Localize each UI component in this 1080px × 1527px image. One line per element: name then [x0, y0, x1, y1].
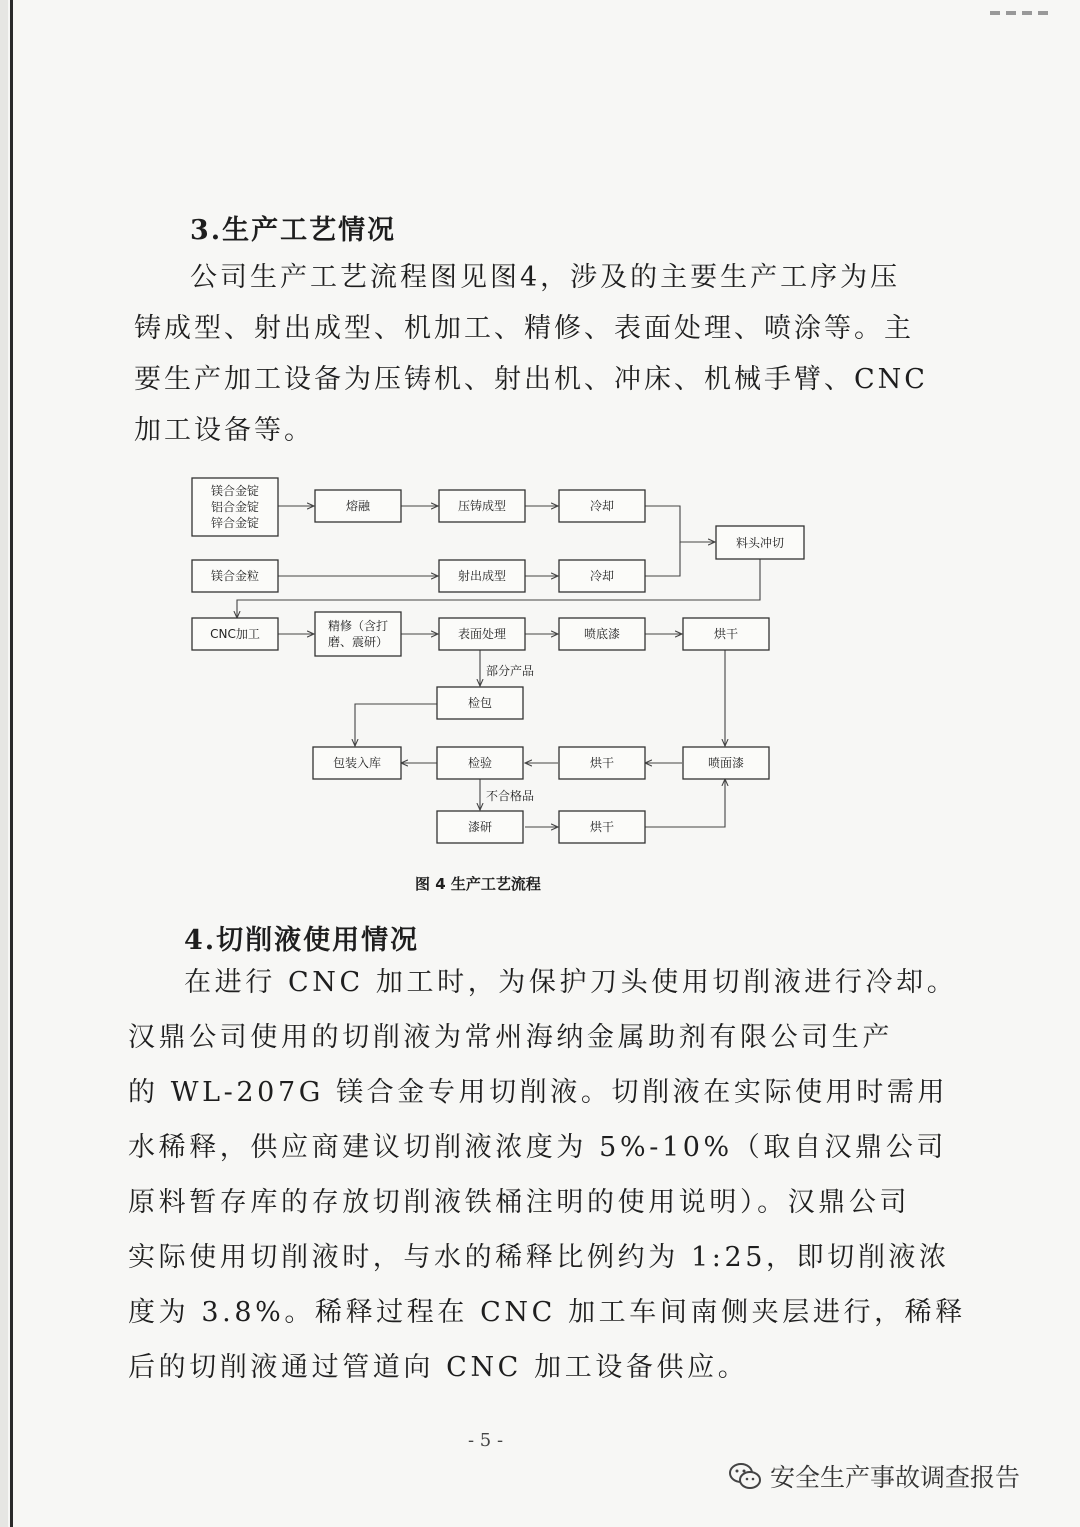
watermark-text: 安全生产事故调查报告	[770, 1463, 1021, 1492]
section-4-paragraph	[128, 955, 966, 1395]
paragraph-line: 后的切削液通过管道向 CNC 加工设备供应。	[128, 1352, 749, 1383]
paragraph-line: 汉鼎公司使用的切削液为常州海纳金属助剂有限公司生产	[128, 1022, 893, 1053]
box-granules	[192, 560, 278, 592]
svg-text:检包: 检包	[467, 696, 493, 710]
paragraph-line: 公司生产工艺流程图见图4，涉及的主要生产工序为压	[190, 262, 901, 293]
box-dry-3	[559, 811, 645, 843]
box-die-cast	[439, 490, 525, 522]
svg-text:烘干: 烘干	[589, 756, 615, 770]
svg-text:检验: 检验	[467, 756, 493, 770]
box-trim	[716, 526, 804, 559]
box-polish	[437, 811, 523, 843]
box-melt	[315, 490, 401, 522]
watermark	[728, 1458, 1020, 1494]
page-number: - 5 -	[468, 1430, 504, 1451]
box-inspect	[437, 747, 523, 779]
corner-marks	[990, 0, 1080, 10]
paragraph-line: 要生产加工设备为压铸机、射出机、冲床、机械手臂、CNC	[134, 364, 928, 395]
section-4-heading: 4.切削液使用情况	[184, 925, 420, 956]
box-finish	[315, 612, 401, 656]
box-cnc	[192, 618, 278, 650]
svg-text:射出成型: 射出成型	[457, 569, 507, 583]
svg-text:磨、震研）: 磨、震研）	[327, 635, 389, 649]
process-flowchart	[180, 470, 820, 855]
partial-products-label: 部分产品	[486, 664, 535, 678]
paragraph-line: 度为 3.8%。稀释过程在 CNC 加工车间南侧夹层进行，稀释	[128, 1297, 966, 1328]
box-inspect-pack	[437, 687, 523, 719]
svg-text:压铸成型: 压铸成型	[457, 499, 507, 513]
page-edge-line	[10, 0, 13, 1527]
paragraph-line: 在进行 CNC 加工时，为保护刀头使用切削液进行冷却。	[184, 967, 958, 998]
svg-text:熔融: 熔融	[345, 499, 371, 513]
box-injection	[439, 560, 525, 592]
box-package	[313, 747, 401, 779]
figure-caption: 图 4 生产工艺流程	[415, 875, 541, 893]
section-3-heading: 3.生产工艺情况	[190, 215, 397, 246]
paragraph-line: 水稀释，供应商建议切削液浓度为 5%-10%（取自汉鼎公司	[128, 1132, 947, 1163]
section-3-paragraph	[134, 252, 928, 456]
wechat-icon	[728, 1461, 762, 1491]
svg-text:冷却: 冷却	[589, 499, 615, 513]
paragraph-line: 加工设备等。	[134, 415, 314, 446]
box-primer	[559, 618, 645, 650]
box-dry-2	[559, 747, 645, 779]
page-shadow	[0, 0, 8, 1527]
box-cool-2	[559, 560, 645, 592]
svg-text:表面处理: 表面处理	[457, 627, 507, 641]
svg-text:喷面漆: 喷面漆	[707, 756, 745, 770]
ingot-label: 锌合金锭	[210, 516, 260, 530]
svg-text:冷却: 冷却	[589, 569, 615, 583]
paragraph-line: 原料暂存库的存放切削液铁桶注明的使用说明）。汉鼎公司	[128, 1187, 911, 1218]
box-cool-1	[559, 490, 645, 522]
box-surface	[439, 618, 525, 650]
svg-text:料头冲切: 料头冲切	[735, 536, 785, 550]
reject-label: 不合格品	[486, 789, 535, 803]
svg-text:包装入库: 包装入库	[332, 756, 382, 770]
svg-text:CNC加工: CNC加工	[210, 627, 260, 641]
svg-text:镁合金粒: 镁合金粒	[210, 569, 260, 583]
box-dry-1	[683, 618, 769, 650]
svg-text:烘干: 烘干	[713, 627, 739, 641]
ingot-label: 镁合金锭	[210, 484, 260, 498]
ingot-label: 铝合金锭	[210, 500, 260, 514]
paragraph-line: 的 WL-207G 镁合金专用切削液。切削液在实际使用时需用	[128, 1077, 949, 1108]
box-alloy-ingots	[192, 478, 278, 536]
svg-text:烘干: 烘干	[589, 820, 615, 834]
paragraph-line: 铸成型、射出成型、机加工、精修、表面处理、喷涂等。主	[134, 313, 914, 344]
paragraph-line: 实际使用切削液时，与水的稀释比例约为 1:25，即切削液浓	[128, 1242, 950, 1273]
svg-text:漆研: 漆研	[467, 820, 493, 834]
svg-text:精修（含打: 精修（含打	[327, 619, 389, 633]
box-topcoat	[683, 747, 769, 779]
svg-text:喷底漆: 喷底漆	[583, 627, 621, 641]
